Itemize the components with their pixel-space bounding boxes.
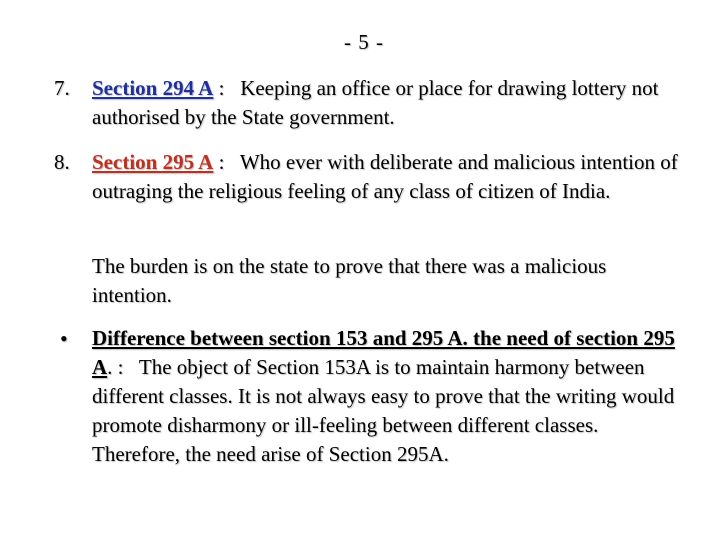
list-item-8 <box>54 148 678 206</box>
separator: : <box>213 76 241 100</box>
item-number: 8. <box>54 150 70 174</box>
paragraph-text: The burden is on the state to prove that there was a malicious intention. <box>92 254 607 307</box>
page-number: - 5 - <box>344 30 384 54</box>
item-number: 7. <box>54 76 70 100</box>
bullet-body: The object of Section 153A is to maintain harmony between different classes. It is not always easy to prove that the writing would promote disharmony or ill-feeling between different classes. Therefore, the need arise of Section 295A. <box>92 355 675 466</box>
section-heading: Section 294 A <box>92 76 214 100</box>
item-body: Who ever with deliberate and malicious intention of outraging the religious feeling of any class of citizen of India. <box>92 150 678 203</box>
bullet-heading: Difference between section 153 and 295 A. the need of section 295 A <box>92 326 675 379</box>
paragraph <box>58 252 678 310</box>
list-item-7 <box>54 74 678 132</box>
bullet-icon: • <box>60 326 68 351</box>
bullet-item <box>58 324 678 469</box>
item-body: Keeping an office or place for drawing lottery not authorised by the State government. <box>92 76 659 129</box>
separator: . : <box>107 355 139 379</box>
section-heading: Section 295 A <box>92 150 214 174</box>
separator: : <box>213 150 240 174</box>
